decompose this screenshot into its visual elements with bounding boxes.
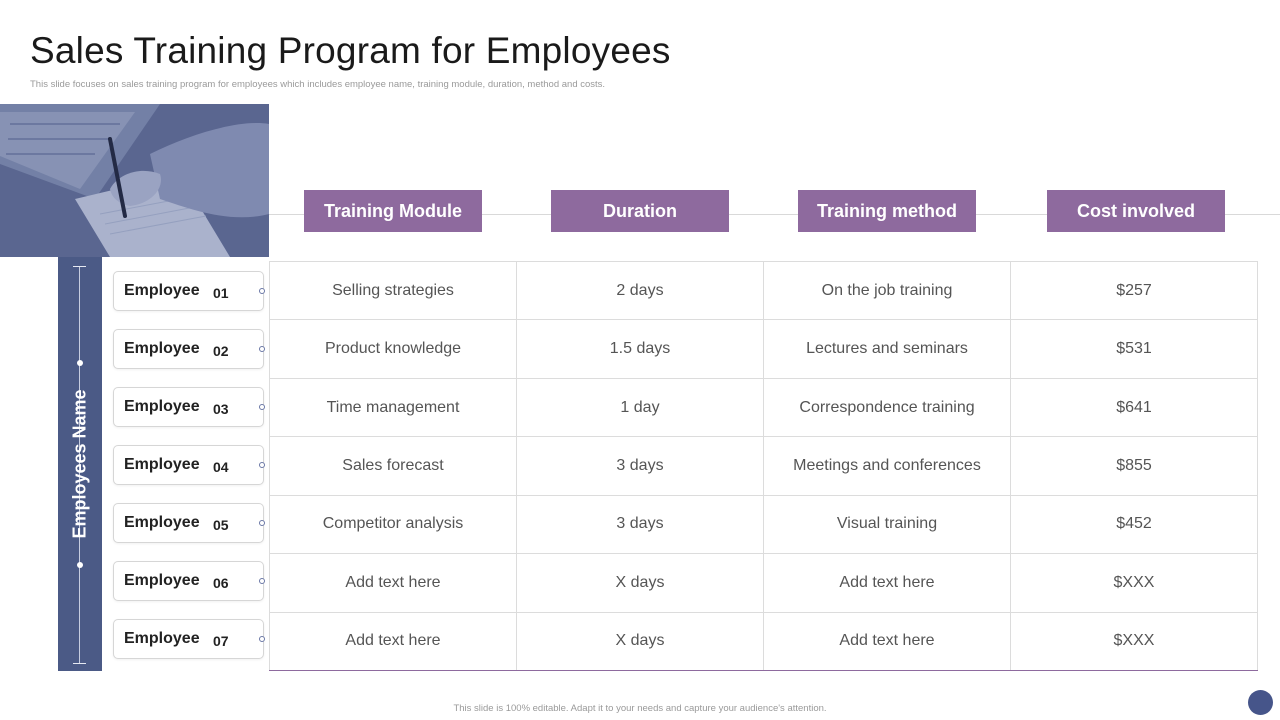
cell-cost: $257 <box>1011 262 1258 320</box>
connector-dot-icon <box>259 520 265 526</box>
cell-duration: 2 days <box>517 262 764 320</box>
table-row <box>270 437 1258 495</box>
employee-number: 01 <box>213 285 229 301</box>
cell-duration: X days <box>517 554 764 612</box>
cell-cost: $531 <box>1011 320 1258 378</box>
cell-cost: $XXX <box>1011 612 1258 670</box>
column-header-cost-involved: Cost involved <box>1047 190 1225 232</box>
header-photo <box>0 104 269 257</box>
employee-card <box>113 619 264 659</box>
employee-card <box>113 503 264 543</box>
cell-duration: 1 day <box>517 378 764 436</box>
cell-training-method: Visual training <box>764 495 1011 553</box>
cell-training-module: Product knowledge <box>270 320 517 378</box>
cell-training-module: Add text here <box>270 554 517 612</box>
employee-number: 04 <box>213 459 229 475</box>
employee-card <box>113 329 264 369</box>
table-row <box>270 612 1258 670</box>
page-subtitle: This slide focuses on sales training program for employees which includes employee name, training module, duration, method and costs. <box>30 79 606 90</box>
connector-dot-icon <box>259 404 265 410</box>
cell-training-method: Correspondence training <box>764 378 1011 436</box>
cell-duration: 3 days <box>517 495 764 553</box>
page-title: Sales Training Program for Employees <box>30 30 671 71</box>
employee-card <box>113 445 264 485</box>
employee-card <box>113 561 264 601</box>
sidebar-tick-bottom <box>73 663 86 664</box>
connector-dot-icon <box>259 578 265 584</box>
employee-card <box>113 271 264 311</box>
employees-sidebar <box>58 257 102 671</box>
sidebar-label: Employees Name <box>69 389 90 539</box>
employee-number: 02 <box>213 343 229 359</box>
employee-number: 03 <box>213 401 229 417</box>
cell-training-method: On the job training <box>764 262 1011 320</box>
employee-number: 06 <box>213 575 229 591</box>
employee-label: Employee <box>124 398 200 415</box>
employee-label: Employee <box>124 630 200 647</box>
sidebar-tick-top <box>73 266 86 267</box>
cell-duration: 1.5 days <box>517 320 764 378</box>
cell-training-method: Add text here <box>764 612 1011 670</box>
sidebar-dot <box>77 360 83 366</box>
training-table <box>269 261 1258 671</box>
connector-dot-icon <box>259 636 265 642</box>
column-header-training-method: Training method <box>798 190 976 232</box>
connector-dot-icon <box>259 288 265 294</box>
employee-number: 05 <box>213 517 229 533</box>
connector-dot-icon <box>259 462 265 468</box>
employee-label: Employee <box>124 340 200 357</box>
cell-cost: $855 <box>1011 437 1258 495</box>
footer-note: This slide is 100% editable. Adapt it to your needs and capture your audience's attention. <box>453 703 827 714</box>
cell-training-module: Sales forecast <box>270 437 517 495</box>
table-row <box>270 262 1258 320</box>
cell-duration: X days <box>517 612 764 670</box>
column-header-duration: Duration <box>551 190 729 232</box>
cell-training-method: Lectures and seminars <box>764 320 1011 378</box>
employee-number: 07 <box>213 633 229 649</box>
table-row <box>270 378 1258 436</box>
corner-circle-icon <box>1248 690 1273 715</box>
table-row <box>270 495 1258 553</box>
cell-cost: $XXX <box>1011 554 1258 612</box>
connector-dot-icon <box>259 346 265 352</box>
table-row <box>270 320 1258 378</box>
cell-training-module: Add text here <box>270 612 517 670</box>
table-row <box>270 554 1258 612</box>
employee-card <box>113 387 264 427</box>
employee-label: Employee <box>124 456 200 473</box>
cell-cost: $452 <box>1011 495 1258 553</box>
cell-training-module: Competitor analysis <box>270 495 517 553</box>
column-header-training-module: Training Module <box>304 190 482 232</box>
employee-label: Employee <box>124 514 200 531</box>
cell-training-module: Time management <box>270 378 517 436</box>
cell-cost: $641 <box>1011 378 1258 436</box>
cell-duration: 3 days <box>517 437 764 495</box>
cell-training-method: Add text here <box>764 554 1011 612</box>
sidebar-dot <box>77 562 83 568</box>
employee-label: Employee <box>124 572 200 589</box>
cell-training-module: Selling strategies <box>270 262 517 320</box>
employee-label: Employee <box>124 282 200 299</box>
cell-training-method: Meetings and conferences <box>764 437 1011 495</box>
